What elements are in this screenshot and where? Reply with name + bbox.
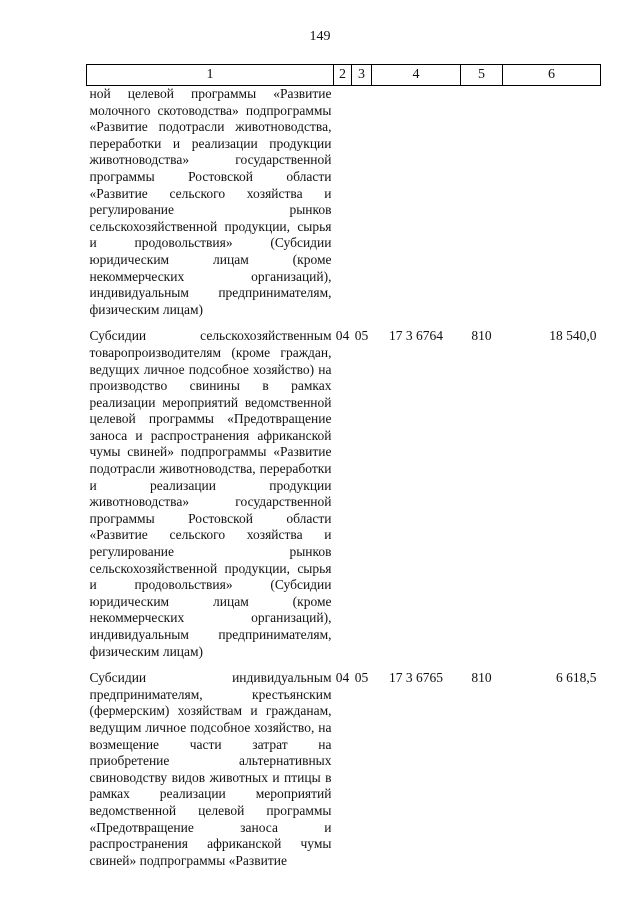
amount: 6 618,5	[556, 670, 597, 686]
expense-type-code: 810	[471, 328, 492, 344]
target-item-code	[372, 86, 461, 319]
column-header: 5	[461, 65, 503, 86]
budget-table	[86, 64, 601, 869]
column-header: 3	[352, 65, 372, 86]
amount: 18 540,0	[549, 328, 597, 344]
section-code	[334, 86, 352, 319]
subsection-code: 05	[354, 670, 369, 686]
target-item-code: 17 3 6765	[389, 670, 443, 686]
page-number: 149	[309, 29, 331, 44]
amount	[503, 86, 601, 319]
table-row	[87, 328, 601, 660]
column-header: 1	[87, 65, 334, 86]
expense-type-code	[461, 86, 503, 319]
column-header: 4	[372, 65, 461, 86]
target-item-code: 17 3 6764	[389, 328, 443, 344]
section-code: 04	[335, 328, 350, 344]
subsection-code: 05	[354, 328, 369, 344]
subsection-code	[352, 86, 372, 319]
table-header-row	[87, 65, 601, 86]
row-description: Субсидии индивидуальным предпринимателям, крестьянским (фермерским) хозяйствам и гражданам, ведущим личное подсобное хозяйство, на возмещение части затрат на приобретение альтернативных свиноводству видов животных и птицы в рамках реализации мероприятий ведомственной целевой программы «Предотвращение заноса и распространения африканской чумы свиней» подпрограммы «Развитие	[89, 670, 332, 868]
row-description: Субсидии сельскохозяйственным товаропроизводителям (кроме граждан, ведущих личное подсобное хозяйство) на производство свинины в рамках реализации мероприятий ведомственной целевой программы «Предотвращение заноса и распространения африканской чумы свиней» подпрограммы «Развитие подотрасли животноводства, переработки и реализации продукции животноводства» государственной программы Ростовской области «Развитие сельского хозяйства и регулирование рынков сельскохозяйственной продукции, сырья и продовольствия» (Субсидии юридическим лицам (кроме некоммерческих организаций), индивидуальным предпринимателям, физическим лицам)	[89, 328, 332, 659]
expense-type-code: 810	[471, 670, 492, 686]
table-row	[87, 86, 601, 319]
column-header: 2	[334, 65, 352, 86]
table-row	[87, 670, 601, 869]
row-description: ной целевой программы «Развитие молочного скотоводства» подпрограммы «Развитие подотрасли животноводства, переработки и реализации продукции животноводства» государственной программы Ростовской области «Развитие сельского хозяйства и регулирование рынков сельскохозяйственной продукции, сырья и продовольствия» (Субсидии юридическим лицам (кроме некоммерческих организаций), индивидуальным предпринимателям, физическим лицам)	[89, 86, 332, 317]
section-code: 04	[335, 670, 350, 686]
column-header: 6	[503, 65, 601, 86]
